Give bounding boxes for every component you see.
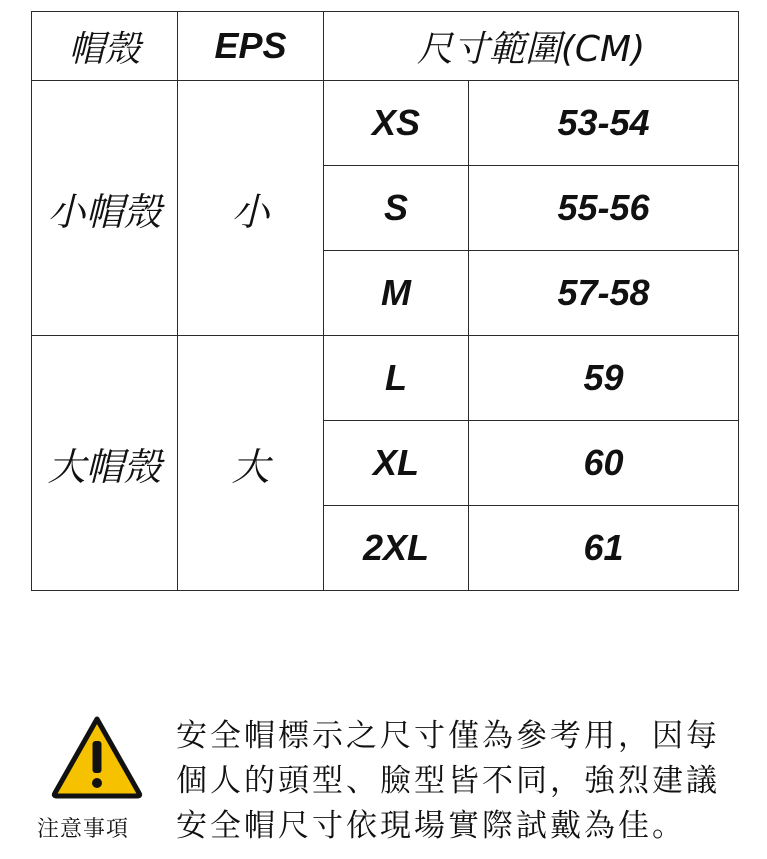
header-eps: EPS: [178, 12, 324, 81]
range-cell: 55-56: [469, 166, 739, 251]
range-cell: 59: [469, 336, 739, 421]
eps-cell-large: 大: [178, 336, 324, 591]
size-cell: XL: [324, 421, 469, 506]
range-cell: 61: [469, 506, 739, 591]
table-row: [32, 336, 739, 421]
size-cell: M: [324, 251, 469, 336]
shell-cell-large: 大帽殼: [32, 336, 178, 591]
header-shell: 帽殼: [32, 12, 178, 81]
warning-triangle-icon: [51, 715, 143, 799]
table-row: [32, 81, 739, 166]
range-cell: 60: [469, 421, 739, 506]
size-cell: XS: [324, 81, 469, 166]
shell-cell-small: 小帽殼: [32, 81, 178, 336]
notice-label: 注意事項: [37, 817, 130, 842]
table-header-row: [32, 12, 739, 81]
notice-section: [0, 712, 767, 852]
eps-cell-small: 小: [178, 81, 324, 336]
range-cell: 57-58: [469, 251, 739, 336]
size-cell: 2XL: [324, 506, 469, 591]
notice-line: 個人的頭型、臉型皆不同，強烈建議: [176, 763, 720, 799]
size-cell: S: [324, 166, 469, 251]
notice-line: 安全帽尺寸依現場實際試戴為佳。: [176, 808, 686, 844]
header-size-range: 尺寸範圍(CM): [324, 12, 739, 81]
notice-line: 安全帽標示之尺寸僅為參考用，因每: [176, 718, 720, 754]
size-cell: L: [324, 336, 469, 421]
size-chart-table: [31, 11, 739, 591]
notice-text: [176, 714, 746, 849]
range-cell: 53-54: [469, 81, 739, 166]
